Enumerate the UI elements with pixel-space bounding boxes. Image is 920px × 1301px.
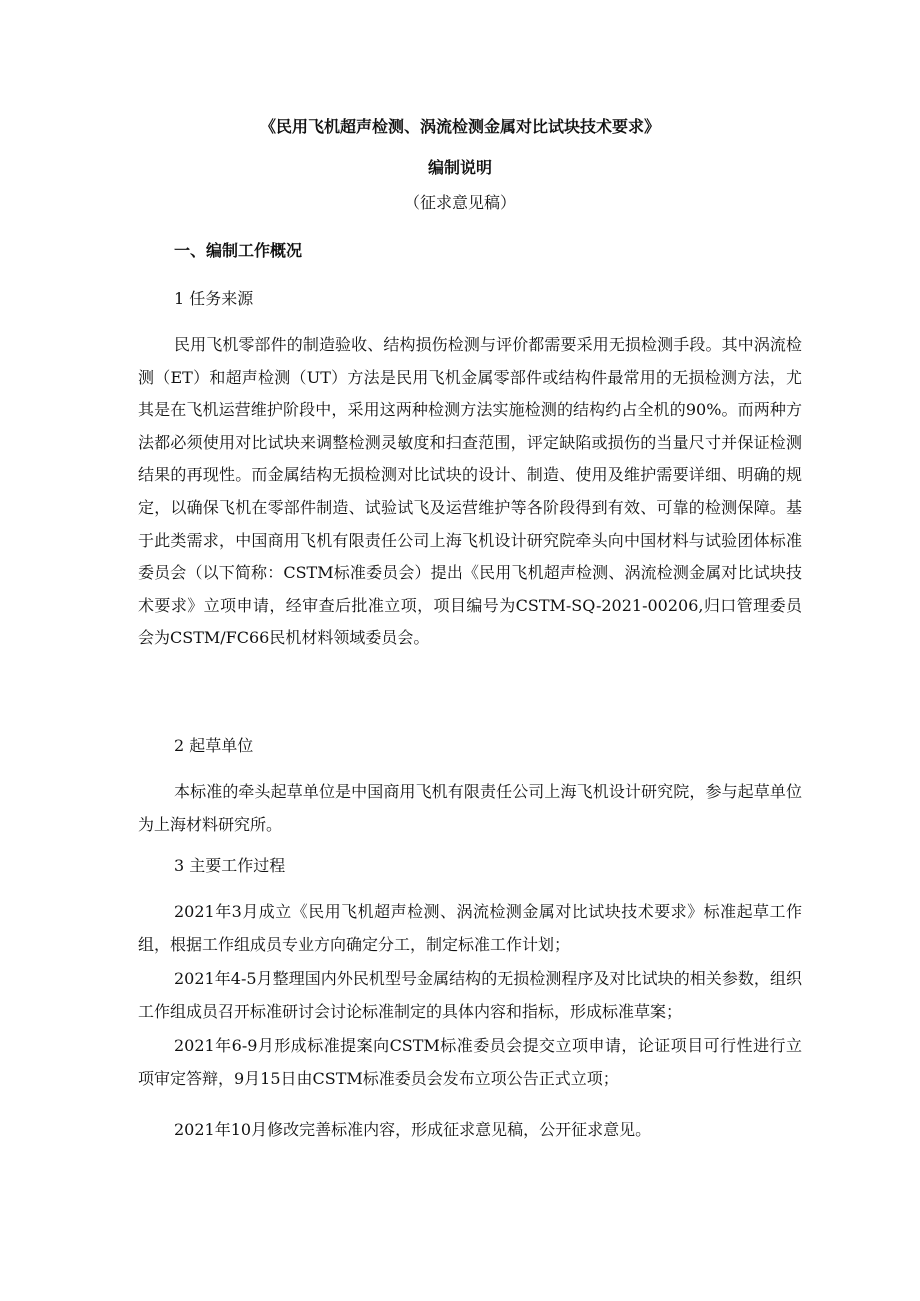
document-title: 《民用飞机超声检测、涡流检测金属对比试块技术要求》 xyxy=(259,117,660,136)
paragraph-drafting-units: 本标准的牵头起草单位是中国商用飞机有限责任公司上海飞机设计研究院，参与起草单位为上海材料研究所。 xyxy=(138,782,802,834)
section-heading-overview: 一、编制工作概况 xyxy=(174,241,303,260)
paragraph-work-process-june-sept: 2021年6-9月形成标准提案向CSTM标准委员会提交立项申请，论证项目可行性进行立项审定答辩，9月15日由CSTM标准委员会发布立项公告正式立项； xyxy=(138,1036,802,1088)
paragraph-work-process-march: 2021年3月成立《民用飞机超声检测、涡流检测金属对比试块技术要求》标准起草工作组，根据工作组成员专业方向确定分工，制定标准工作计划； xyxy=(138,902,802,954)
draft-label: （征求意见稿） xyxy=(403,193,516,212)
subheading-work-process: 3 主要工作过程 xyxy=(174,856,286,875)
document-subtitle: 编制说明 xyxy=(427,158,492,177)
paragraph-work-process-april-may: 2021年4-5月整理国内外民机型号金属结构的无损检测程序及对比试块的相关参数，组织工作组成员召开标准研讨会讨论标准制定的具体内容和指标，形成标准草案； xyxy=(138,969,802,1021)
paragraph-task-source: 民用飞机零部件的制造验收、结构损伤检测与评价都需要采用无损检测手段。其中涡流检测（ET）和超声检测（UT）方法是民用飞机金属零部件或结构件最常用的无损检测方法，尤其是在飞机运营维护阶段中，采用这两种检测方法实施检测的结构约占全机的90%。而两种方法都必须使用对比试块来调整检测灵敏度和扫查范围，评定缺陷或损伤的当量尺寸并保证检测结果的再现性。而金属结构无损检测对比试块的设计、制造、使用及维护需要详细、明确的规定，以确保飞机在零部件制造、试验试飞及运营维护等各阶段得到有效、可靠的检测保障。基于此类需求，中国商用飞机有限责任公司上海飞机设计研究院牵头向中国材料与试验团体标准委员会（以下简称：CSTM标准委员会）提出《民用飞机超声检测、涡流检测金属对比试块技术要求》立项申请，经审查后批准立项，项目编号为CSTM-SQ-2021-00206,归口管理委员会为CSTM/FC66民机材料领域委员会。 xyxy=(138,335,802,648)
paragraph-work-process-october: 2021年10月修改完善标准内容，形成征求意见稿，公开征求意见。 xyxy=(174,1120,652,1139)
subheading-task-source: 1 任务来源 xyxy=(174,289,254,308)
subheading-drafting-units: 2 起草单位 xyxy=(174,736,254,755)
